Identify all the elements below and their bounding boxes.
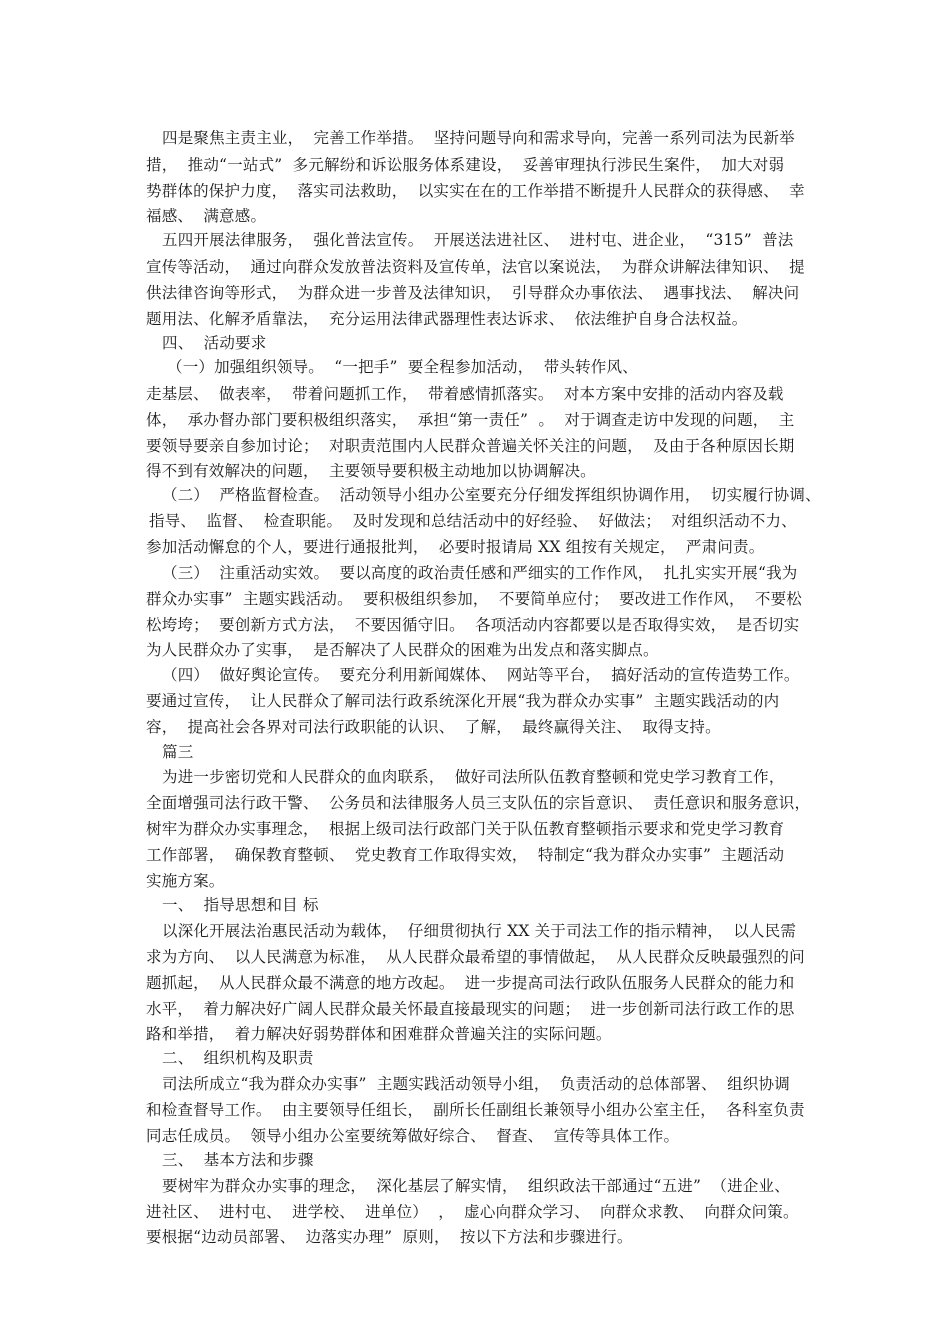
text-line: 参加活动懈怠的个人，要进行通报批判， 必要时报请局 XX 组按有关规定， 严肃问责。 <box>146 538 765 556</box>
text-line: 指导、 监督、 检查职能。 及时发现和总结活动中的好经验、 好做法； 对组织活动不力、 <box>149 512 797 530</box>
text-line: 全面增强司法行政干警、 公务员和法律服务人员三支队伍的宗旨意识、 责任意识和服务意识， <box>146 794 811 812</box>
text-line: 以深化开展法治惠民活动为载体， 仔细贯彻执行 XX 关于司法工作的指示精神， 以人民需 <box>162 922 797 940</box>
text-line: 水平， 着力解决好广阔人民群众最关怀最直接最现实的问题； 进一步创新司法行政工作的思 <box>146 1000 795 1018</box>
text-line: 四是聚焦主责主业， 完善工作举措。 坚持问题导向和需求导向，完善一系列司法为民新举 <box>162 129 795 147</box>
text-line: 群众办实事” 主题实践活动。 要积极组织参加， 不要简单应付； 要改进工作作风， 不要松 <box>146 590 802 608</box>
text-line: 要根据“边动员部署、 边落实办理” 原则， 按以下方法和步骤进行。 <box>146 1228 633 1246</box>
text-line: 为人民群众办了实事， 是否解决了人民群众的困难为出发点和落实脚点。 <box>146 641 659 659</box>
text-line: 求为方向、 以人民满意为标准， 从人民群众最希望的事情做起， 从人民群众反映最强烈的问 <box>146 948 805 966</box>
text-line: 松垮垮； 要创新方式方法， 不要因循守旧。 各项活动内容都要以是否取得实效， 是否切实 <box>146 616 800 634</box>
text-line: 措， 推动“一站式” 多元解纷和诉讼服务体系建设， 妥善审理执行涉民生案件， 加大对弱 <box>146 156 785 174</box>
text-line: 题用法、化解矛盾靠法， 充分运用法律武器理性表达诉求、 依法维护自身合法权益。 <box>146 310 748 328</box>
text-line: 势群体的保护力度， 落实司法救助， 以实实在在的工作举措不断提升人民群众的获得感、 幸 <box>146 182 805 200</box>
text-line: 要树牢为群众办实事的理念， 深化基层了解实情， 组织政法干部通过“五进” （进企业、 <box>162 1177 790 1195</box>
text-line: 要通过宣传， 让人民群众了解司法行政系统深化开展“我为群众办实事” 主题实践活动的内 <box>146 692 780 710</box>
text-line: （一）加强组织领导。 “一把手” 要全程参加活动， 带头转作风、 <box>167 358 638 376</box>
text-line: 五四开展法律服务， 强化普法宣传。 开展送法进社区、 进村屯、进企业， “315” 普法 <box>162 231 794 249</box>
text-line: 走基层、 做表率， 带着问题抓工作， 带着感情抓落实。 对本方案中安排的活动内容及载 <box>146 385 784 403</box>
text-line: 为进一步密切党和人民群众的血肉联系， 做好司法所队伍教育整顿和党史学习教育工作， <box>162 768 785 786</box>
text-line: 要领导要亲自参加讨论； 对职责范围内人民群众普遍关怀关注的问题， 及由于各种原因长期 <box>146 437 795 455</box>
text-line: 宣传等活动， 通过向群众发放普法资料及宣传单，法官以案说法， 为群众讲解法律知识、 提 <box>146 258 805 276</box>
section-heading: 一、 指导思想和目 标 <box>162 896 319 914</box>
section-heading: 三、 基本方法和步骤 <box>162 1151 314 1169</box>
text-line: 进社区、 进村屯、 进学校、 进单位） ， 虚心向群众学习、 向群众求教、 向群众问策。 <box>146 1203 799 1221</box>
text-line: 体， 承办督办部门要积极组织落实， 承担“第一责任” 。 对于调查走访中发现的问题， 主 <box>146 411 795 429</box>
text-line: 工作部署， 确保教育整顿、 党史教育工作取得实效， 特制定“我为群众办实事” 主题活动 <box>146 846 785 864</box>
text-line: 树牢为群众办实事理念， 根据上级司法行政部门关于队伍教育整顿指示要求和党史学习教育 <box>146 820 785 838</box>
text-line: 供法律咨询等形式， 为群众进一步普及法律知识， 引导群众办事依法、 遇事找法、 解决问 <box>146 284 800 302</box>
text-line: （三） 注重活动实效。 要以高度的政治责任感和严细实的工作作风， 扎扎实实开展“我为 <box>162 564 798 582</box>
text-line: 同志任成员。 领导小组办公室要统筹做好综合、 督查、 宣传等具体工作。 <box>146 1127 680 1145</box>
text-line: 得不到有效解决的问题， 主要领导要积极主动地加以协调解决。 <box>146 462 596 480</box>
text-line: 司法所成立“我为群众办实事” 主题实践活动领导小组， 负责活动的总体部署、 组织协调 <box>162 1075 790 1093</box>
text-line: （四） 做好舆论宣传。 要充分利用新闻媒体、 网站等平台， 搞好活动的宣传造势工作。 <box>162 666 800 684</box>
text-line: 题抓起， 从人民群众最不满意的地方改起。 进一步提高司法行政队伍服务人民群众的能力和 <box>146 974 795 992</box>
text-line: 和检查督导工作。 由主要领导任组长， 副所长任副组长兼领导小组办公室主任， 各科室负责 <box>146 1101 805 1119</box>
text-line: 实施方案。 <box>146 872 225 890</box>
text-line: 福感、 满意感。 <box>146 207 267 225</box>
section-heading: 篇三 <box>162 743 194 761</box>
text-line: 容， 提高社会各界对司法行政职能的认识、 了解， 最终赢得关注、 取得支持。 <box>146 718 721 736</box>
section-heading: 二、 组织机构及职责 <box>162 1049 314 1067</box>
text-line: （二） 严格监督检查。 活动领导小组办公室要充分仔细发挥组织协调作用， 切实履行协调、 <box>162 486 821 504</box>
section-heading: 四、 活动要求 <box>162 334 267 352</box>
text-line: 路和举措， 着力解决好弱势群体和困难群众普遍关注的实际问题。 <box>146 1025 612 1043</box>
